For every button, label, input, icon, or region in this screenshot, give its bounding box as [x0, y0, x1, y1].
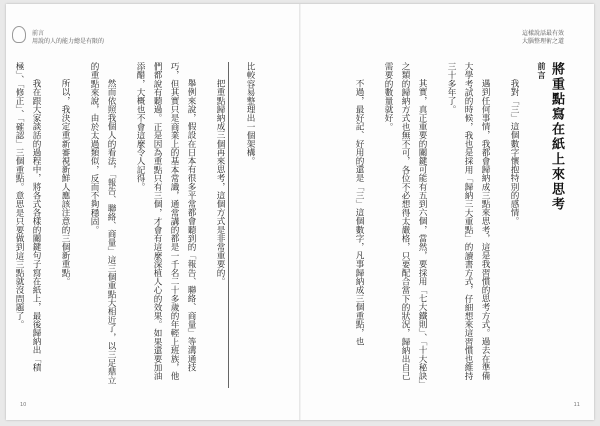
book-spread: [6, 4, 594, 420]
paragraph: 不過，最好記、好用的還是「三」這個數字，凡事歸納成三個重點，也: [354, 79, 364, 346]
running-head-left-line2: 用說的人的能力總是有限的: [32, 38, 105, 45]
running-head-right-line1: 這樣說話最有效: [521, 30, 564, 37]
paragraph: 舉例來說，假設在日本有很多平常都會聽到的「報告、聯絡、商量」等溝通技巧，但其實只是商業上的基本常識，通常講的都是一千名二十多歲的年輕上班族，他們都說有聽過。正是因為重點只有三個，才會有這麼深植人心的效果。如果還要加油添醋，大概也不會這麼令人記得。: [135, 62, 196, 381]
paragraph: 我對「三」這個數字懷抱特別的感情。: [509, 79, 519, 226]
page-number-left: 10: [20, 402, 27, 408]
paragraph: 把重點歸納成三個再來思考，這個方式是非常重要的。: [211, 62, 229, 388]
gutter: [299, 4, 301, 420]
chapter-kicker: 前言: [537, 62, 547, 80]
chapter-title: 將重點寫在紙上來思考: [549, 62, 564, 212]
running-head-right-line2: 大腦整理術之道: [521, 38, 564, 45]
paragraph: 比較容易整理出一個架構。: [245, 62, 255, 166]
paragraph: 遇到任何事情，我都會歸納成三點來思考，這是我習慣的思考方式。過去在準備大學考試的時候，我也是採用「歸納三大重點」的讀書方式，仔細想來這習慣也維持三十多年了。: [446, 62, 490, 381]
running-head-left-line1: 前言: [32, 30, 45, 37]
page-number-right: 11: [573, 402, 580, 408]
left-page-body: [0, 62, 258, 388]
paragraph: 所以，我決定重新審視新鮮人應該注意的三個新重點。: [60, 79, 70, 286]
right-page-body: [338, 62, 522, 388]
running-head-right: [522, 30, 564, 46]
paragraph: 其實，真正重要的關鍵可能有五到六個，當然，要採用「七大鐵則」、「十大秘訣」之類的歸納方式也無不可，各位不必想得太嚴格，只要配合當下的狀況，歸納出自己需要的數量就好。: [383, 62, 427, 385]
paragraph: 我在跟大家談話的過程中，將各式各樣的關鍵句子寫在紙上，最後歸納出「積極」、「修正」、「確認」三個重點。意思是只要做到這三點就沒問題了。: [14, 62, 41, 372]
paragraph: 然而依照我個人的看法，「報告、聯絡、商量」這三個重點大相近了，以三足鼎立的重點來說，由於太過類似，反而不夠穩固。: [89, 62, 116, 385]
running-head-left: [32, 30, 104, 46]
publisher-logo-icon: [12, 26, 26, 43]
